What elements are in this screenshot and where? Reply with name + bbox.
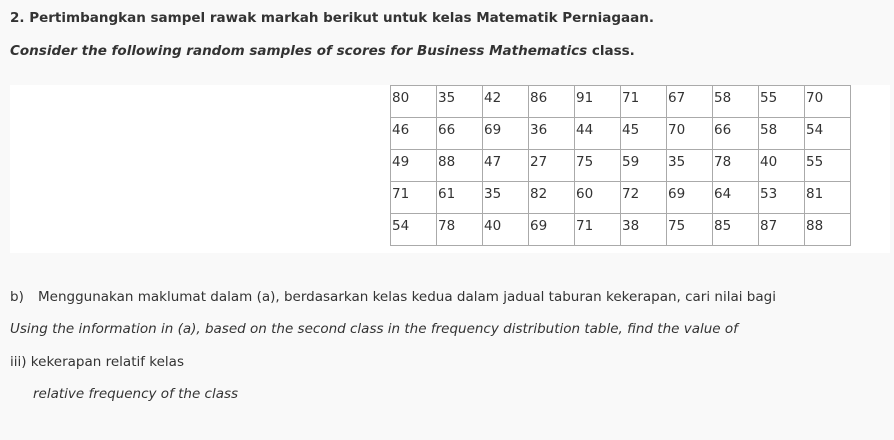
table-cell: 85	[713, 214, 759, 246]
table-row	[391, 118, 851, 150]
table-row	[391, 214, 851, 246]
part-b-label: b)	[10, 289, 24, 305]
table-cell: 59	[621, 150, 667, 182]
table-cell: 71	[575, 214, 621, 246]
table-cell: 66	[437, 118, 483, 150]
table-cell: 88	[437, 150, 483, 182]
table-cell: 35	[437, 86, 483, 118]
table-cell: 72	[621, 182, 667, 214]
table-row	[391, 182, 851, 214]
part-b-text: Menggunakan maklumat dalam (a), berdasarkan kelas kedua dalam jadual taburan kekerapan, cari nilai bagi	[38, 289, 776, 305]
table-cell: 82	[529, 182, 575, 214]
table-cell: 47	[483, 150, 529, 182]
table-cell: 70	[805, 86, 851, 118]
scores-table	[390, 85, 851, 246]
table-cell: 44	[575, 118, 621, 150]
table-row	[391, 150, 851, 182]
table-panel	[10, 85, 890, 253]
table-cell: 66	[713, 118, 759, 150]
table-cell: 40	[759, 150, 805, 182]
table-cell: 69	[483, 118, 529, 150]
table-cell: 86	[529, 86, 575, 118]
table-cell: 91	[575, 86, 621, 118]
table-cell: 61	[437, 182, 483, 214]
table-cell: 35	[483, 182, 529, 214]
table-cell: 58	[713, 86, 759, 118]
table-cell: 80	[391, 86, 437, 118]
table-cell: 60	[575, 182, 621, 214]
table-cell: 54	[391, 214, 437, 246]
table-cell: 58	[759, 118, 805, 150]
table-cell: 53	[759, 182, 805, 214]
part-b-instruction-english: Using the information in (a), based on the second class in the frequency distribution table, find the value of	[10, 321, 738, 337]
question-title-english	[10, 43, 635, 59]
table-cell: 75	[575, 150, 621, 182]
table-cell: 45	[621, 118, 667, 150]
table-cell: 40	[483, 214, 529, 246]
table-cell: 78	[437, 214, 483, 246]
table-cell: 71	[621, 86, 667, 118]
question-title: 2. Pertimbangkan sampel rawak markah berikut untuk kelas Matematik Perniagaan.	[10, 10, 654, 26]
table-cell: 38	[621, 214, 667, 246]
question-title-english-tail: class.	[587, 43, 635, 59]
table-row	[391, 86, 851, 118]
table-cell: 71	[391, 182, 437, 214]
table-cell: 55	[805, 150, 851, 182]
table-cell: 49	[391, 150, 437, 182]
table-cell: 54	[805, 118, 851, 150]
question-title-english-italic: Consider the following random samples of scores for Business Mathematics	[10, 43, 588, 59]
table-cell: 36	[529, 118, 575, 150]
table-cell: 46	[391, 118, 437, 150]
table-cell: 69	[667, 182, 713, 214]
part-b-instruction	[10, 289, 776, 305]
table-cell: 64	[713, 182, 759, 214]
table-cell: 88	[805, 214, 851, 246]
table-cell: 27	[529, 150, 575, 182]
table-cell: 69	[529, 214, 575, 246]
table-cell: 35	[667, 150, 713, 182]
table-cell: 87	[759, 214, 805, 246]
table-cell: 55	[759, 86, 805, 118]
table-cell: 81	[805, 182, 851, 214]
part-iii-item-english: relative frequency of the class	[33, 386, 239, 402]
table-cell: 42	[483, 86, 529, 118]
part-iii-item: iii) kekerapan relatif kelas	[10, 354, 184, 370]
table-cell: 70	[667, 118, 713, 150]
table-cell: 78	[713, 150, 759, 182]
table-cell: 67	[667, 86, 713, 118]
table-cell: 75	[667, 214, 713, 246]
